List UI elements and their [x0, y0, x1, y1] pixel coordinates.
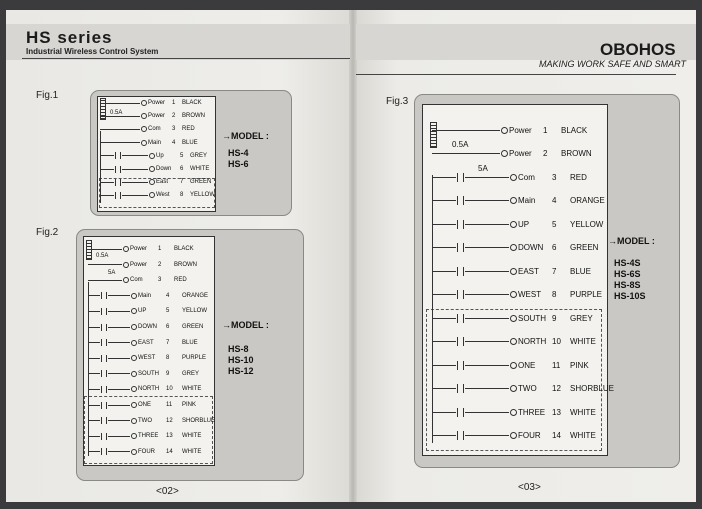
terminal-number: 12 — [552, 384, 561, 393]
terminal-number: 5 — [180, 152, 184, 159]
contact-icon — [101, 386, 107, 393]
left-page-number: <02> — [156, 486, 179, 497]
contact-icon — [101, 370, 107, 377]
wire-color: WHITE — [190, 166, 210, 172]
fig2-row — [88, 306, 207, 316]
wire-color: PURPLE — [182, 355, 207, 362]
contact-icon — [101, 308, 107, 315]
fig1-row — [100, 164, 209, 174]
terminal-number: 3 — [158, 277, 162, 284]
terminal-name: EAST — [518, 266, 539, 276]
terminal-number: 2 — [158, 261, 162, 268]
wire-color: PURPLE — [570, 290, 603, 299]
terminal-number: 1 — [158, 246, 162, 252]
contact-icon — [457, 267, 464, 276]
terminal-number: 9 — [552, 313, 557, 323]
terminal-number: 13 — [552, 407, 561, 417]
fig3-row — [432, 311, 593, 325]
terminal-icon — [510, 291, 517, 298]
terminal-icon — [123, 277, 129, 283]
terminal-icon — [141, 113, 147, 119]
terminal-icon — [510, 197, 517, 204]
terminal-icon — [131, 293, 137, 299]
series-subtitle: Industrial Wireless Control System — [26, 47, 159, 56]
terminal-number: 6 — [180, 166, 184, 172]
fig2-row — [88, 353, 206, 363]
fig3-model-3: HS-8S — [614, 280, 641, 290]
contact-icon — [457, 431, 464, 440]
contact-icon — [457, 384, 464, 393]
fig2-row — [88, 322, 203, 332]
terminal-number: 10 — [552, 337, 561, 346]
fig3-fuse-1-label: 0.5A — [452, 140, 469, 149]
contact-icon — [457, 196, 464, 205]
fig3-row — [432, 429, 596, 443]
fig2-row — [88, 260, 197, 270]
fig2-model-3: HS-12 — [228, 366, 254, 376]
contact-icon — [101, 448, 107, 455]
terminal-number: 13 — [166, 433, 173, 440]
fig2-fuse-2-label: 5A — [108, 270, 116, 276]
header-rule-left — [22, 58, 350, 59]
terminal-number: 6 — [552, 243, 557, 252]
fig3-row — [432, 170, 587, 184]
terminal-icon — [149, 192, 155, 198]
contact-icon — [101, 433, 107, 440]
terminal-name: UP — [518, 219, 530, 229]
contact-icon — [457, 290, 464, 299]
wire-color: GREEN — [190, 179, 212, 186]
wire-color: RED — [182, 126, 195, 133]
terminal-name: West — [156, 192, 170, 199]
terminal-name: TWO — [138, 417, 152, 424]
terminal-number: 10 — [166, 386, 173, 393]
contact-icon — [457, 408, 464, 417]
fig3-model-4: HS-10S — [614, 291, 646, 301]
wire-color: BLACK — [182, 100, 202, 106]
wire-color: BLACK — [174, 246, 194, 252]
wire-color: WHITE — [570, 431, 596, 440]
terminal-number: 2 — [543, 149, 548, 158]
terminal-icon — [131, 308, 137, 314]
contact-icon — [457, 314, 464, 323]
brand-slogan: MAKING WORK SAFE AND SMART — [539, 59, 687, 69]
wire-color: BLUE — [570, 266, 591, 276]
fig3-row — [432, 382, 614, 396]
terminal-icon — [510, 432, 517, 439]
terminal-name: ONE — [518, 360, 536, 370]
terminal-icon — [510, 338, 517, 345]
terminal-name: THREE — [518, 407, 546, 417]
terminal-icon — [510, 174, 517, 181]
wire-color: GREY — [190, 152, 208, 159]
terminal-icon — [510, 409, 517, 416]
wire-color: PINK — [570, 360, 589, 370]
wire-color: RED — [570, 172, 587, 182]
terminal-icon — [131, 324, 137, 330]
terminal-number: 4 — [172, 139, 176, 146]
fig1-model-label: →MODEL : — [222, 131, 269, 141]
terminal-icon — [510, 221, 517, 228]
fig3-row — [432, 147, 592, 161]
wire-color: GREEN — [182, 324, 204, 330]
terminal-icon — [131, 371, 137, 377]
wire-color: ORANGE — [182, 292, 209, 299]
fig1-fuse-label: 0.5A — [110, 110, 123, 116]
terminal-icon — [510, 362, 517, 369]
terminal-name: WEST — [518, 290, 542, 299]
terminal-icon — [149, 166, 155, 172]
terminal-number: 12 — [166, 417, 173, 424]
wire-color: YELLOW — [182, 308, 208, 315]
terminal-name: NORTH — [518, 337, 547, 346]
wire-color: GREY — [182, 370, 200, 377]
wire-color: PINK — [182, 402, 197, 408]
terminal-number: 3 — [172, 126, 176, 133]
terminal-name: Com — [518, 172, 535, 182]
fig3-row — [432, 217, 603, 231]
fig3-row — [432, 358, 589, 372]
terminal-icon — [131, 355, 137, 361]
terminal-name: THREE — [138, 433, 159, 440]
terminal-name: Power — [509, 125, 532, 135]
fig3-model-1: HS-4S — [614, 258, 641, 268]
terminal-name: Main — [138, 292, 152, 299]
fig2-model-label: →MODEL : — [222, 320, 269, 330]
terminal-icon — [131, 418, 137, 424]
contact-icon — [101, 355, 107, 362]
fig3-model-label: →MODEL : — [608, 236, 655, 246]
terminal-name: DOWN — [138, 324, 157, 330]
contact-icon — [457, 361, 464, 370]
fig3-row — [432, 241, 598, 255]
terminal-name: FOUR — [518, 431, 541, 440]
fig3-row — [432, 123, 587, 137]
wire-color: BLACK — [561, 125, 588, 135]
terminal-number: 2 — [172, 113, 176, 120]
terminal-name: NORTH — [138, 386, 160, 393]
fig1-row — [100, 177, 211, 187]
fig1-model-2: HS-6 — [228, 159, 249, 169]
wire-color: BLUE — [182, 139, 198, 146]
wire-color: GREY — [570, 313, 593, 323]
fig3-row — [432, 264, 591, 278]
terminal-number: 8 — [180, 192, 184, 199]
terminal-name: Power — [148, 113, 166, 120]
fig2-label: Fig.2 — [36, 227, 59, 238]
terminal-icon — [123, 262, 129, 268]
fig3-row — [432, 405, 596, 419]
fig1-model-1: HS-4 — [228, 148, 249, 158]
wire-color: YELLOW — [190, 192, 216, 199]
contact-icon — [101, 402, 107, 409]
terminal-icon — [141, 100, 147, 106]
terminal-name: Up — [156, 152, 164, 159]
terminal-name: FOUR — [138, 448, 155, 455]
terminal-number: 7 — [180, 179, 184, 186]
contact-icon — [101, 324, 107, 331]
terminal-icon — [149, 153, 155, 159]
wire-color: WHITE — [570, 407, 596, 417]
terminal-icon — [501, 127, 508, 134]
wire-color: BROWN — [182, 113, 205, 120]
fig3-label: Fig.3 — [386, 96, 409, 107]
contact-icon — [115, 152, 121, 159]
fig2-row — [88, 244, 194, 254]
fig3-row — [432, 194, 605, 208]
terminal-icon — [131, 386, 137, 392]
terminal-icon — [131, 433, 137, 439]
terminal-number: 7 — [552, 266, 557, 276]
brand-logo: OBOHOS — [600, 40, 676, 59]
contact-icon — [457, 243, 464, 252]
terminal-icon — [131, 402, 137, 408]
terminal-icon — [510, 268, 517, 275]
fig1-label: Fig.1 — [36, 90, 59, 101]
wire-color: SHORBLUE — [570, 384, 615, 393]
fig1-row — [100, 124, 195, 134]
terminal-number: 5 — [166, 308, 170, 315]
terminal-name: East — [156, 179, 169, 186]
fig1-row — [100, 190, 215, 200]
terminal-icon — [510, 385, 517, 392]
terminal-name: Power — [130, 246, 148, 252]
terminal-icon — [501, 150, 508, 157]
wire-color: GREEN — [570, 243, 599, 252]
fig1-row — [100, 98, 202, 108]
terminal-name: Main — [148, 139, 162, 146]
wire-color: BROWN — [561, 149, 592, 158]
terminal-name: TWO — [518, 384, 537, 393]
fig1-row — [100, 111, 205, 121]
terminal-number: 9 — [166, 370, 170, 377]
terminal-number: 8 — [552, 290, 557, 299]
wire-color: ORANGE — [570, 196, 605, 205]
terminal-number: 11 — [166, 402, 173, 408]
terminal-name: SOUTH — [138, 370, 159, 377]
fig2-row — [88, 400, 196, 410]
wire-color: WHITE — [182, 448, 202, 455]
contact-icon — [457, 173, 464, 182]
wire-color: WHITE — [570, 337, 596, 346]
fig3-bus — [432, 175, 433, 443]
wire-color: RED — [174, 277, 187, 284]
wire-color: YELLOW — [570, 219, 604, 229]
terminal-name: ONE — [138, 402, 152, 408]
terminal-number: 5 — [552, 219, 557, 229]
terminal-number: 7 — [166, 339, 170, 346]
wire-color: BLUE — [182, 339, 198, 346]
terminal-number: 6 — [166, 324, 170, 330]
terminal-name: Power — [148, 100, 166, 106]
series-title: HS series — [26, 28, 113, 47]
contact-icon — [101, 417, 107, 424]
terminal-number: 1 — [543, 125, 548, 135]
terminal-icon — [131, 340, 137, 346]
fig2-model-2: HS-10 — [228, 355, 254, 365]
terminal-name: Down — [156, 166, 172, 172]
terminal-icon — [141, 140, 147, 146]
terminal-icon — [141, 126, 147, 132]
fig3-row — [432, 288, 602, 302]
terminal-name: UP — [138, 308, 147, 315]
contact-icon — [115, 179, 121, 186]
terminal-icon — [510, 244, 517, 251]
terminal-name: Power — [509, 149, 532, 158]
fig2-row — [88, 291, 208, 301]
terminal-icon — [510, 315, 517, 322]
terminal-name: SOUTH — [518, 313, 546, 323]
contact-icon — [101, 292, 107, 299]
terminal-name: Com — [130, 277, 143, 284]
contact-icon — [115, 166, 121, 173]
fig2-row — [88, 369, 199, 379]
terminal-number: 11 — [552, 360, 561, 370]
terminal-name: Main — [518, 196, 536, 205]
terminal-number: 1 — [172, 100, 176, 106]
wire-color: SHORBLUE — [182, 417, 216, 424]
fig2-row — [88, 384, 201, 394]
terminal-icon — [123, 246, 129, 252]
contact-icon — [101, 339, 107, 346]
fig3-fuse-2-label: 5A — [478, 164, 488, 173]
fig2-row — [88, 275, 187, 285]
terminal-name: DOWN — [518, 243, 544, 252]
fig1-row — [100, 151, 207, 161]
fig2-row — [88, 338, 198, 348]
wire-color: WHITE — [182, 386, 202, 393]
wire-color: BROWN — [174, 261, 197, 268]
terminal-number: 14 — [166, 448, 173, 455]
contact-icon — [457, 220, 464, 229]
terminal-name: EAST — [138, 339, 154, 346]
contact-icon — [115, 192, 121, 199]
terminal-number: 8 — [166, 355, 170, 362]
fig2-row — [88, 447, 201, 457]
terminal-number: 3 — [552, 172, 557, 182]
terminal-icon — [131, 449, 137, 455]
fig2-model-1: HS-8 — [228, 344, 249, 354]
terminal-icon — [149, 179, 155, 185]
fig2-row — [88, 416, 215, 426]
fig3-model-2: HS-6S — [614, 269, 641, 279]
right-page-number: <03> — [518, 482, 541, 493]
fig1-row — [100, 138, 198, 148]
fig2-fuse-1-label: 0.5A — [96, 253, 109, 259]
terminal-number: 14 — [552, 431, 561, 440]
terminal-name: WEST — [138, 355, 156, 362]
fig3-row — [432, 335, 596, 349]
book-gutter — [349, 10, 357, 502]
contact-icon — [457, 337, 464, 346]
fig2-row — [88, 431, 201, 441]
terminal-name: Com — [148, 126, 161, 133]
header-rule-right — [356, 74, 676, 75]
terminal-number: 4 — [552, 196, 557, 205]
wire-color: WHITE — [182, 433, 202, 440]
terminal-number: 4 — [166, 292, 170, 299]
terminal-name: Power — [130, 261, 148, 268]
